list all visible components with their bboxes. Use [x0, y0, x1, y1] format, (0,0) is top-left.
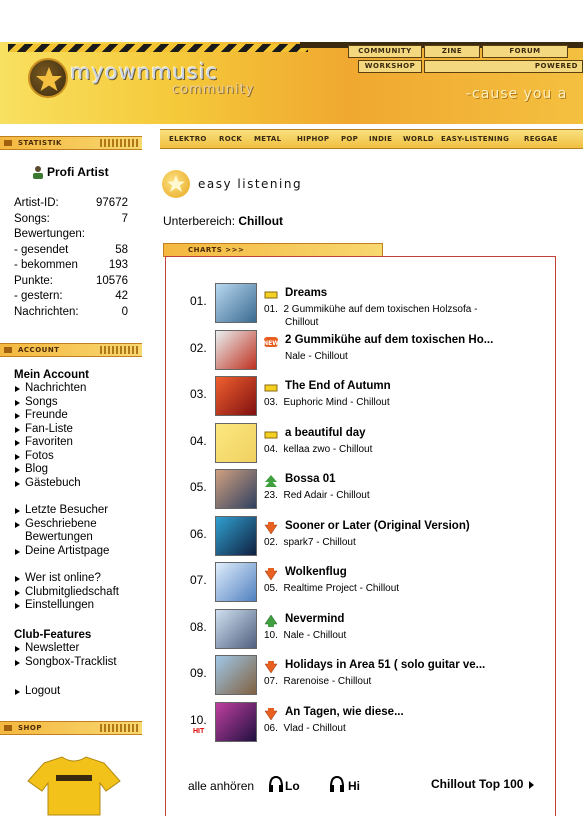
chart-row[interactable]: [190, 469, 530, 513]
trend-same-icon: [264, 289, 278, 301]
menu-freunde[interactable]: Freunde: [14, 409, 154, 423]
trend-down-icon: [264, 661, 278, 673]
chart-row[interactable]: [190, 516, 530, 560]
artist-genre[interactable]: Realtime Project - Chillout: [283, 583, 400, 594]
chart-row[interactable]: [190, 702, 530, 746]
hit-badge: HIT: [193, 727, 205, 735]
club-features-heading: Club-Features: [14, 629, 92, 641]
chart-row[interactable]: [190, 655, 530, 699]
menu-songbox-tracklist[interactable]: Songbox-Tracklist: [14, 656, 154, 670]
listen-lo-link[interactable]: Lo: [285, 779, 300, 793]
menu-einstellungen[interactable]: Einstellungen: [14, 599, 154, 613]
chart-rank: 07.: [190, 573, 207, 587]
genre-elektro[interactable]: ELEKTRO: [169, 135, 207, 143]
cover-thumbnail[interactable]: [215, 376, 257, 416]
song-meta: [264, 490, 370, 501]
song-meta: [264, 630, 346, 641]
genre-world[interactable]: WORLD: [403, 135, 434, 143]
account-menu-2: [14, 504, 154, 558]
header-dots: [100, 139, 140, 147]
menu-clubmitgliedschaft[interactable]: Clubmitgliedschaft: [14, 586, 154, 600]
header-tip: [4, 725, 12, 731]
header-stripes: [8, 44, 308, 52]
stat-label: Bewertungen:: [14, 228, 85, 240]
stat-value: 10576: [96, 274, 128, 287]
song-title[interactable]: An Tagen, wie diese...: [285, 705, 404, 718]
song-title[interactable]: Dreams: [285, 287, 328, 299]
header-tagline: -cause you a: [466, 86, 568, 102]
logout-menu: [14, 685, 154, 699]
stat-label: Songs:: [14, 212, 50, 225]
cover-thumbnail[interactable]: [215, 655, 257, 695]
menu-bewertungen[interactable]: Bewertungen: [25, 531, 93, 543]
chart-rank: 06.: [190, 526, 207, 541]
account-label: ACCOUNT: [18, 346, 60, 354]
nav-forum[interactable]: FORUM: [482, 45, 568, 58]
artist-genre[interactable]: Euphoric Mind - Chillout: [283, 397, 390, 408]
shop-label: SHOP: [18, 724, 42, 732]
chart-rank: 03.: [190, 387, 207, 401]
trend-down-icon: [264, 522, 278, 534]
stat-label: Nachrichten:: [14, 305, 79, 318]
stat-row: [14, 305, 128, 321]
previous-rank: 23.: [264, 490, 278, 501]
trend-up-icon: [264, 615, 278, 627]
chart-rank: 04.: [190, 433, 207, 448]
genre-hiphop[interactable]: HIPHOP: [297, 135, 330, 143]
trend-same-icon: [264, 382, 278, 394]
song-meta: [264, 351, 348, 362]
menu-newsletter[interactable]: Newsletter: [14, 642, 154, 656]
nav-community[interactable]: COMMUNITY: [348, 45, 422, 58]
previous-rank: 01.: [264, 304, 278, 315]
stat-label: - bekommen: [14, 259, 78, 271]
logout-link[interactable]: Logout: [14, 685, 154, 699]
club-features-menu: [14, 628, 154, 669]
section-title: easy listening: [198, 177, 303, 191]
header-tip: [4, 347, 12, 353]
genre-rock[interactable]: ROCK: [219, 135, 243, 143]
headphones-icon[interactable]: [328, 775, 346, 793]
header-tip: [4, 140, 12, 146]
chart-row[interactable]: [190, 330, 530, 374]
subarea: [163, 214, 283, 228]
chart-row[interactable]: [190, 609, 530, 653]
arrow-right-icon[interactable]: [529, 781, 534, 789]
subarea-value: Chillout: [238, 214, 284, 228]
logo-star-icon[interactable]: [28, 58, 68, 98]
chart-rank: 01.: [190, 294, 207, 308]
song-title[interactable]: Holidays in Area 51 ( solo guitar ve...: [285, 659, 486, 671]
artist-genre[interactable]: 2 Gummikühe auf dem toxischen Holzsofa -: [283, 304, 478, 315]
menu-deine-artistpage[interactable]: Deine Artistpage: [14, 545, 154, 559]
nav-powered[interactable]: POWERED: [424, 60, 583, 73]
menu-favoriten[interactable]: Favoriten: [14, 436, 154, 450]
artist-genre[interactable]: Vlad - Chillout: [283, 722, 346, 734]
previous-rank: 06.: [264, 722, 278, 734]
account-menu: [14, 368, 154, 490]
genre-indie[interactable]: INDIE: [369, 135, 393, 143]
menu-songs[interactable]: Songs: [14, 396, 154, 410]
stat-value: 97672: [96, 197, 128, 209]
listen-hi-link[interactable]: Hi: [348, 779, 360, 793]
menu-fotos[interactable]: Fotos: [14, 450, 154, 464]
chart-rank: 09.: [190, 666, 207, 680]
stat-row: [14, 243, 128, 259]
song-title[interactable]: The End of Autumn: [285, 380, 391, 392]
chart-row[interactable]: [190, 562, 530, 606]
mein-account-heading: Mein Account: [14, 369, 89, 381]
profi-artist-label: Profi Artist: [47, 165, 109, 179]
stat-row: [14, 289, 128, 305]
statistik-header: [0, 136, 142, 150]
artist-genre-cont: Chillout: [285, 317, 319, 328]
genre-metal[interactable]: METAL: [254, 135, 282, 143]
song-title[interactable]: 2 Gummikühe auf dem toxischen Ho...: [285, 333, 494, 346]
song-meta: [264, 444, 372, 455]
previous-rank: 10.: [264, 629, 278, 641]
chart-row[interactable]: [190, 376, 530, 420]
artist-genre[interactable]: spark7 - Chillout: [283, 536, 356, 548]
previous-rank: 04.: [264, 443, 278, 455]
song-title[interactable]: Nevermind: [285, 612, 345, 625]
header-dots: [100, 724, 140, 732]
artist-genre[interactable]: Rarenoise - Chillout: [283, 676, 372, 687]
trend-new-icon: [264, 336, 278, 348]
song-title[interactable]: a beautiful day: [285, 426, 366, 439]
menu-gaestebuch[interactable]: Gästebuch: [14, 477, 154, 491]
logo-subtitle: community: [172, 82, 255, 97]
menu-wer-ist-online[interactable]: Wer ist online?: [14, 572, 154, 586]
song-meta: [264, 723, 346, 734]
trend-down-icon: [264, 568, 278, 580]
chart-rank: 05.: [190, 480, 207, 494]
cover-thumbnail[interactable]: [215, 423, 257, 463]
listen-all-label: alle anhören: [188, 779, 255, 793]
stat-row: [14, 258, 128, 274]
charts-header: [163, 243, 383, 257]
cover-thumbnail[interactable]: [215, 516, 257, 556]
charts-footer: [188, 775, 538, 797]
account-header: [0, 343, 142, 357]
nav-zine[interactable]: ZINE: [424, 45, 480, 58]
user-icon: [31, 165, 45, 179]
cover-thumbnail[interactable]: [215, 469, 257, 509]
chart-row[interactable]: [190, 283, 530, 327]
stat-value: 42: [115, 290, 128, 302]
stat-row: [14, 274, 128, 290]
cover-thumbnail[interactable]: [215, 283, 257, 323]
genre-navigation: [160, 129, 583, 149]
song-title[interactable]: Wolkenflug: [285, 566, 347, 578]
shop-header: [0, 721, 142, 735]
artist-genre[interactable]: Nale - Chillout: [283, 629, 347, 641]
song-meta: [264, 304, 477, 315]
trend-down-icon: [264, 708, 278, 720]
previous-rank: 02.: [264, 536, 278, 548]
site-header: [0, 0, 583, 130]
stat-row: [14, 212, 128, 228]
menu-fan-liste[interactable]: Fan-Liste: [14, 423, 154, 437]
stat-row: [14, 227, 128, 243]
song-title[interactable]: Sooner or Later (Original Version): [285, 519, 470, 532]
subarea-label: Unterbereich:: [163, 214, 236, 228]
logo-text[interactable]: myownmusic: [70, 60, 219, 84]
menu-nachrichten[interactable]: Nachrichten: [14, 382, 154, 396]
nav-workshop[interactable]: WORKSHOP: [358, 60, 422, 73]
charts-label: CHARTS >>>: [188, 246, 245, 254]
menu-blog[interactable]: Blog: [14, 463, 154, 477]
stat-value: 58: [115, 243, 128, 256]
cover-thumbnail[interactable]: [215, 562, 257, 602]
trend-same-icon: [264, 429, 278, 441]
song-meta: [264, 676, 371, 687]
song-meta: [264, 537, 356, 548]
header-dots: [100, 346, 140, 354]
cover-thumbnail[interactable]: [215, 330, 257, 370]
cover-thumbnail[interactable]: [215, 702, 257, 742]
chart-rank: 02.: [190, 340, 207, 355]
song-meta: [264, 397, 390, 408]
statistik-label: STATISTIK: [18, 139, 62, 147]
stat-value: 0: [121, 305, 128, 318]
trend-up-big-icon: [264, 475, 278, 487]
previous-rank: 03.: [264, 397, 278, 408]
top100-link[interactable]: Chillout Top 100: [431, 777, 524, 791]
menu-letzte-besucher[interactable]: Letzte Besucher: [14, 504, 154, 518]
stat-value: 7: [121, 212, 128, 225]
svg-text:NEW: NEW: [263, 339, 279, 347]
genre-easy-listening[interactable]: EASY-LISTENING: [441, 135, 510, 143]
previous-rank: 07.: [264, 676, 278, 687]
account-menu-3: [14, 572, 154, 613]
stat-row: [14, 196, 128, 212]
artist-genre[interactable]: Nale - Chillout: [285, 350, 348, 362]
menu-geschriebene[interactable]: Geschriebene: [14, 518, 154, 532]
headphones-icon[interactable]: [267, 775, 285, 793]
artist-genre[interactable]: kellaa zwo - Chillout: [283, 443, 373, 455]
cover-thumbnail[interactable]: [215, 609, 257, 649]
stat-label: - gestern:: [14, 290, 63, 302]
chart-rank: 08.: [190, 619, 207, 634]
stat-label: - gesendet: [14, 243, 69, 256]
stat-label: Punkte:: [14, 274, 53, 287]
stat-label: Artist-ID:: [14, 197, 59, 209]
song-title[interactable]: Bossa 01: [285, 473, 336, 485]
chart-rank: 10.: [190, 712, 207, 727]
previous-rank: 05.: [264, 583, 278, 594]
artist-genre[interactable]: Red Adair - Chillout: [283, 490, 370, 501]
genre-pop[interactable]: POP: [341, 135, 359, 143]
chart-row[interactable]: [190, 423, 530, 467]
tshirt-image[interactable]: [24, 755, 124, 815]
genre-reggae[interactable]: REGGAE: [524, 135, 558, 143]
easy-listening-star-icon: [162, 170, 190, 198]
statistics-list: [14, 196, 128, 320]
stat-value: 193: [108, 259, 128, 271]
song-meta: [264, 583, 399, 594]
